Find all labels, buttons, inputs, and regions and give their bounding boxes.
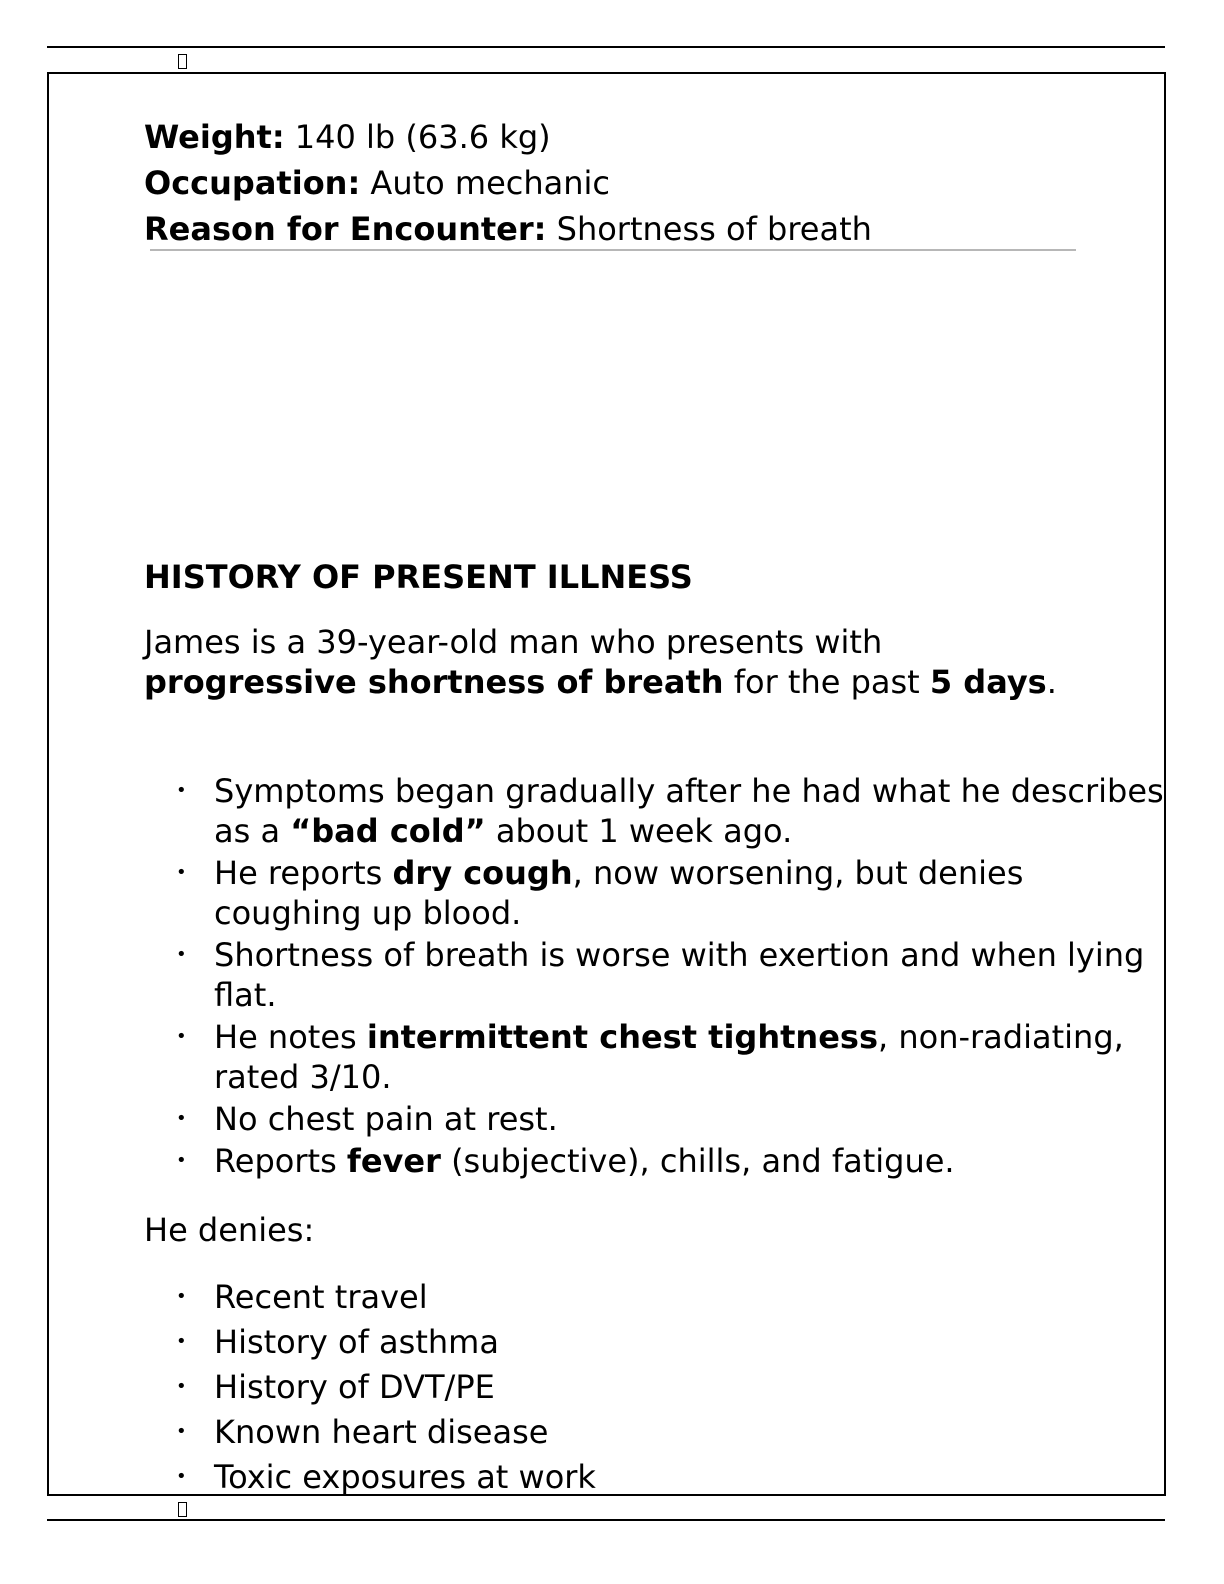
item-text: Known heart disease: [214, 1413, 549, 1451]
bullet-icon: •: [176, 1376, 187, 1397]
weight-label: Weight:: [144, 118, 285, 156]
item-text: He reports: [214, 854, 393, 892]
list-item: [144, 771, 1166, 851]
item-text: about 1 week ago.: [485, 812, 793, 850]
weight-value: 140 lb (63.6 kg): [284, 118, 551, 156]
occupation-line: [144, 160, 1164, 206]
item-text: He notes: [214, 1018, 367, 1056]
list-item: [144, 1099, 1166, 1139]
item-bold: intermittent chest tightness: [366, 1018, 878, 1056]
bullet-icon: •: [176, 1108, 187, 1129]
occupation-label: Occupation:: [144, 164, 361, 202]
denies-intro: He denies:: [144, 1211, 315, 1249]
reason-label: Reason for Encounter:: [144, 210, 547, 248]
demographics-block: [144, 114, 1164, 252]
hpi-intro-bold-2: 5 days: [929, 663, 1047, 701]
item-bold: dry cough: [392, 854, 573, 892]
item-text: History of asthma: [214, 1323, 499, 1361]
page-top-rule: [47, 46, 1165, 48]
list-item: [144, 1322, 1166, 1362]
item-text: , now worsening, but denies coughing up blood.: [214, 854, 1024, 932]
weight-line: [144, 114, 1164, 160]
item-text: History of DVT/PE: [214, 1368, 495, 1406]
bullet-icon: •: [176, 862, 187, 883]
occupation-value: Auto mechanic: [360, 164, 610, 202]
hpi-title: HISTORY OF PRESENT ILLNESS: [144, 558, 693, 596]
item-text: Recent travel: [214, 1278, 428, 1316]
placeholder-glyph-icon: [178, 54, 187, 69]
bullet-icon: •: [176, 1421, 187, 1442]
page-bottom-rule: [47, 1519, 1165, 1521]
hpi-intro: [144, 622, 1094, 702]
hpi-intro-text-1: James is a 39-year-old man who presents with: [144, 623, 883, 661]
reason-line: [144, 206, 1164, 252]
document-frame: [47, 72, 1166, 1496]
denies-list: [144, 1277, 1166, 1496]
item-text: (subjective), chills, and fatigue.: [440, 1142, 955, 1180]
list-item: [144, 853, 1166, 933]
list-item: [144, 1141, 1166, 1181]
symptoms-list: [144, 771, 1166, 1183]
hpi-intro-text-2: for the past: [723, 663, 930, 701]
list-item: [144, 1457, 1166, 1496]
bullet-icon: •: [176, 1026, 187, 1047]
bullet-icon: •: [176, 780, 187, 801]
item-bold: fever: [346, 1142, 441, 1180]
list-item: [144, 1412, 1166, 1452]
item-text: No chest pain at rest.: [214, 1100, 558, 1138]
bullet-icon: •: [176, 1331, 187, 1352]
list-item: [144, 1277, 1166, 1317]
placeholder-glyph-icon: [178, 1502, 187, 1517]
bullet-icon: •: [176, 1286, 187, 1307]
item-text: Toxic exposures at work: [214, 1458, 596, 1496]
item-text: , non-radiating, rated 3/10.: [214, 1018, 1124, 1096]
list-item: [144, 1367, 1166, 1407]
bullet-icon: •: [176, 1466, 187, 1487]
item-bold: “bad cold”: [290, 812, 486, 850]
hpi-intro-text-3: .: [1046, 663, 1057, 701]
reason-value: Shortness of breath: [546, 210, 872, 248]
item-text: Symptoms began gradually after he had what he describes as a: [214, 772, 1164, 850]
hpi-intro-bold-1: progressive shortness of breath: [144, 663, 724, 701]
item-text: Reports: [214, 1142, 347, 1180]
list-item: [144, 935, 1166, 1015]
list-item: [144, 1017, 1166, 1097]
bullet-icon: •: [176, 944, 187, 965]
item-text: Shortness of breath is worse with exertion and when lying flat.: [214, 936, 1145, 1014]
bullet-icon: •: [176, 1150, 187, 1171]
section-divider: [150, 249, 1076, 251]
